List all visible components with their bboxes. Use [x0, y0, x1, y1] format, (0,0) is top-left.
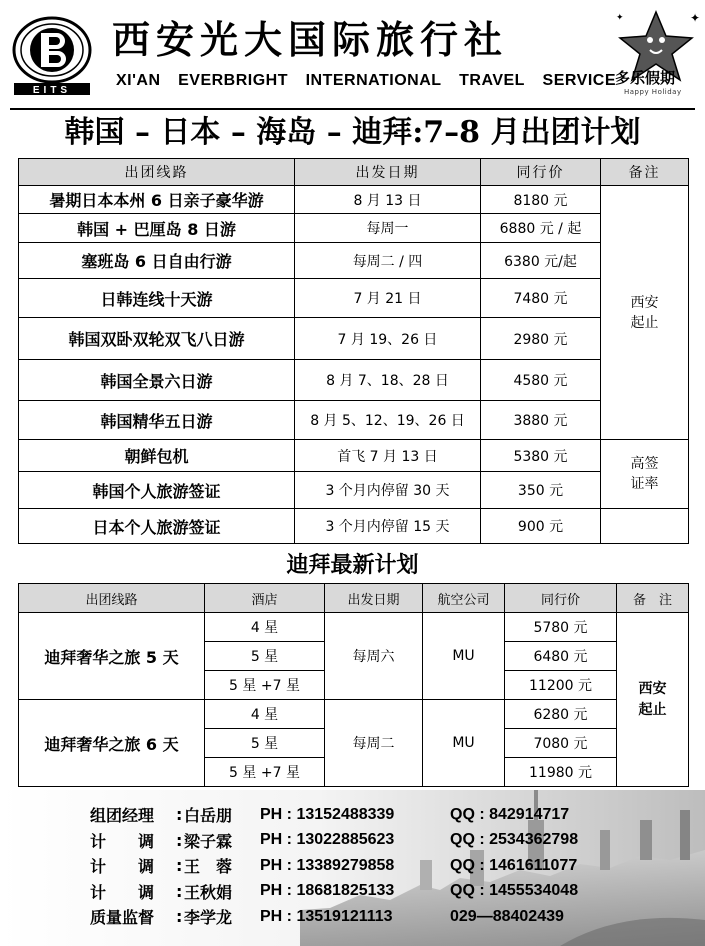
price-cell: 6380 元/起: [481, 243, 601, 279]
price-cell: 350 元: [481, 472, 601, 509]
contact-role: 组团经理: [90, 806, 155, 826]
price-cell: 6480 元: [505, 642, 617, 671]
contact-phone: PH : 13519121113: [260, 907, 393, 925]
holiday-brand-en: Happy Holiday: [624, 88, 682, 96]
contact-phone: PH : 13152488339: [260, 805, 395, 823]
contact-phone: PH : 18681825133: [260, 882, 395, 900]
contact-qq: 029—88402439: [450, 907, 564, 925]
table-row: [19, 472, 689, 509]
price-cell: 6880 元 / 起: [481, 214, 601, 243]
contact-qq: QQ : 842914717: [450, 805, 570, 823]
everbright-b-logo-icon: [10, 14, 94, 98]
price-cell: 11980 元: [505, 758, 617, 787]
departure-cell: 每周二: [325, 700, 423, 787]
contacts-footer: [0, 790, 705, 946]
column-header: 备 注: [617, 584, 689, 613]
hotel-cell: 5 星 +7 星: [205, 758, 325, 787]
departure-cell: 每周一: [295, 214, 481, 243]
svg-text:EITS: EITS: [32, 85, 72, 96]
table-row: [19, 186, 689, 214]
route-cell: 日本个人旅游签证: [19, 509, 295, 544]
route-cell: 韩国精华五日游: [19, 401, 295, 440]
contact-row: [90, 828, 650, 854]
company-name-cn: 西安光大国际旅行社: [112, 17, 509, 62]
price-cell: 3880 元: [481, 401, 601, 440]
table-row: [19, 401, 689, 440]
note-xian: 西安起止: [630, 294, 659, 331]
column-header: 酒店: [205, 584, 325, 613]
hotel-cell: 4 星: [205, 613, 325, 642]
contact-name: 李学龙: [184, 908, 233, 928]
contact-role: 计 调: [90, 831, 155, 851]
table-row: [19, 243, 689, 279]
contact-qq: QQ : 2534362798: [450, 831, 579, 849]
table-row: [19, 700, 689, 729]
price-cell: 5780 元: [505, 613, 617, 642]
company-name-en-word: INTERNATIONAL: [305, 72, 442, 89]
company-name-en-word: SERVICE: [542, 72, 616, 89]
hotel-cell: 5 星 +7 星: [205, 671, 325, 700]
price-cell: 4580 元: [481, 360, 601, 401]
route-cell: 迪拜奢华之旅 6 天: [19, 700, 205, 787]
column-header: 出发日期: [325, 584, 423, 613]
column-header: 出发日期: [295, 159, 481, 186]
departure-cell: 首飞 7 月 13 日: [295, 440, 481, 472]
contact-list: [90, 802, 650, 930]
price-cell: 11200 元: [505, 671, 617, 700]
departure-cell: 每周二 / 四: [295, 243, 481, 279]
price-cell: 5380 元: [481, 440, 601, 472]
departure-cell: 8 月 7、18、28 日: [295, 360, 481, 401]
holiday-brand-cn: 多乐假期: [615, 69, 676, 87]
contact-name: 王秋娟: [184, 882, 233, 902]
contact-role: 计 调: [90, 882, 155, 902]
airline-cell: MU: [423, 700, 505, 787]
contact-row: [90, 879, 650, 905]
airline-cell: MU: [423, 613, 505, 700]
hotel-cell: 5 星: [205, 642, 325, 671]
note-cell: [617, 613, 689, 787]
departure-cell: 7 月 21 日: [295, 279, 481, 318]
contact-row: [90, 904, 650, 930]
tour-schedule-table: [18, 158, 689, 544]
price-cell: 6280 元: [505, 700, 617, 729]
departure-cell: 3 个月内停留 15 天: [295, 509, 481, 544]
table-row: [19, 360, 689, 401]
contact-name: 梁子霖: [184, 831, 233, 851]
route-cell: 日韩连线十天游: [19, 279, 295, 318]
header: [0, 0, 705, 102]
dubai-schedule-table: [18, 583, 689, 787]
contact-separator: :: [176, 805, 183, 825]
contact-phone: PH : 13022885623: [260, 831, 395, 849]
page-title: 韩国 – 日本 – 海岛 – 迪拜:7–8 月出团计划: [10, 108, 695, 156]
contact-phone: PH : 13389279858: [260, 856, 395, 874]
table-header-row: [19, 584, 689, 613]
contact-name: 白岳朋: [184, 806, 233, 826]
departure-cell: 8 月 5、12、19、26 日: [295, 401, 481, 440]
note-cell: [601, 186, 689, 440]
departure-cell: 7 月 19、26 日: [295, 318, 481, 360]
route-cell: 韩国双卧双轮双飞八日游: [19, 318, 295, 360]
company-name-en-word: XI'AN: [116, 72, 161, 89]
price-cell: 900 元: [481, 509, 601, 544]
note-cell-empty: [601, 509, 689, 544]
price-cell: 7480 元: [481, 279, 601, 318]
route-cell: 韩国 + 巴厘岛 8 日游: [19, 214, 295, 243]
column-header: 航空公司: [423, 584, 505, 613]
dubai-section-title: 迪拜最新计划: [286, 552, 419, 578]
contact-qq: QQ : 1461611077: [450, 856, 578, 874]
contact-row: [90, 802, 650, 828]
route-cell: 朝鲜包机: [19, 440, 295, 472]
departure-cell: 3 个月内停留 30 天: [295, 472, 481, 509]
company-name-en-word: TRAVEL: [459, 72, 525, 89]
column-header: 出团线路: [19, 584, 205, 613]
departure-cell: 每周六: [325, 613, 423, 700]
route-cell: 暑期日本本州 6 日亲子豪华游: [19, 186, 295, 214]
price-cell: 2980 元: [481, 318, 601, 360]
note-xian: 西安起止: [638, 680, 667, 718]
svg-text:✦: ✦: [690, 11, 700, 25]
route-cell: 韩国个人旅游签证: [19, 472, 295, 509]
contact-row: [90, 853, 650, 879]
note-visa: 高签证率: [630, 456, 659, 492]
table-row: [19, 214, 689, 243]
hotel-cell: 5 星: [205, 729, 325, 758]
table-row: [19, 440, 689, 472]
contact-name: 王 蓉: [184, 857, 233, 877]
contact-qq: QQ : 1455534048: [450, 882, 579, 900]
contact-role: 计 调: [90, 857, 155, 877]
svg-text:✦: ✦: [616, 13, 624, 23]
column-header: 同行价: [481, 159, 601, 186]
contact-role: 质量监督: [90, 908, 155, 928]
column-header: 备注: [601, 159, 689, 186]
contact-separator: :: [176, 830, 183, 850]
price-cell: 7080 元: [505, 729, 617, 758]
note-cell: [601, 440, 689, 509]
company-name-en-word: EVERBRIGHT: [178, 72, 289, 89]
price-cell: 8180 元: [481, 186, 601, 214]
table-row: [19, 279, 689, 318]
table-row: [19, 613, 689, 642]
contact-separator: :: [176, 881, 183, 901]
table-header-row: [19, 159, 689, 186]
route-cell: 迪拜奢华之旅 5 天: [19, 613, 205, 700]
route-cell: 韩国全景六日游: [19, 360, 295, 401]
contact-separator: :: [176, 907, 183, 927]
column-header: 同行价: [505, 584, 617, 613]
hotel-cell: 4 星: [205, 700, 325, 729]
contact-separator: :: [176, 856, 183, 876]
route-cell: 塞班岛 6 日自由行游: [19, 243, 295, 279]
company-name-en: [116, 72, 616, 92]
table-row: [19, 318, 689, 360]
column-header: 出团线路: [19, 159, 295, 186]
table-row: [19, 509, 689, 544]
departure-cell: 8 月 13 日: [295, 186, 481, 214]
